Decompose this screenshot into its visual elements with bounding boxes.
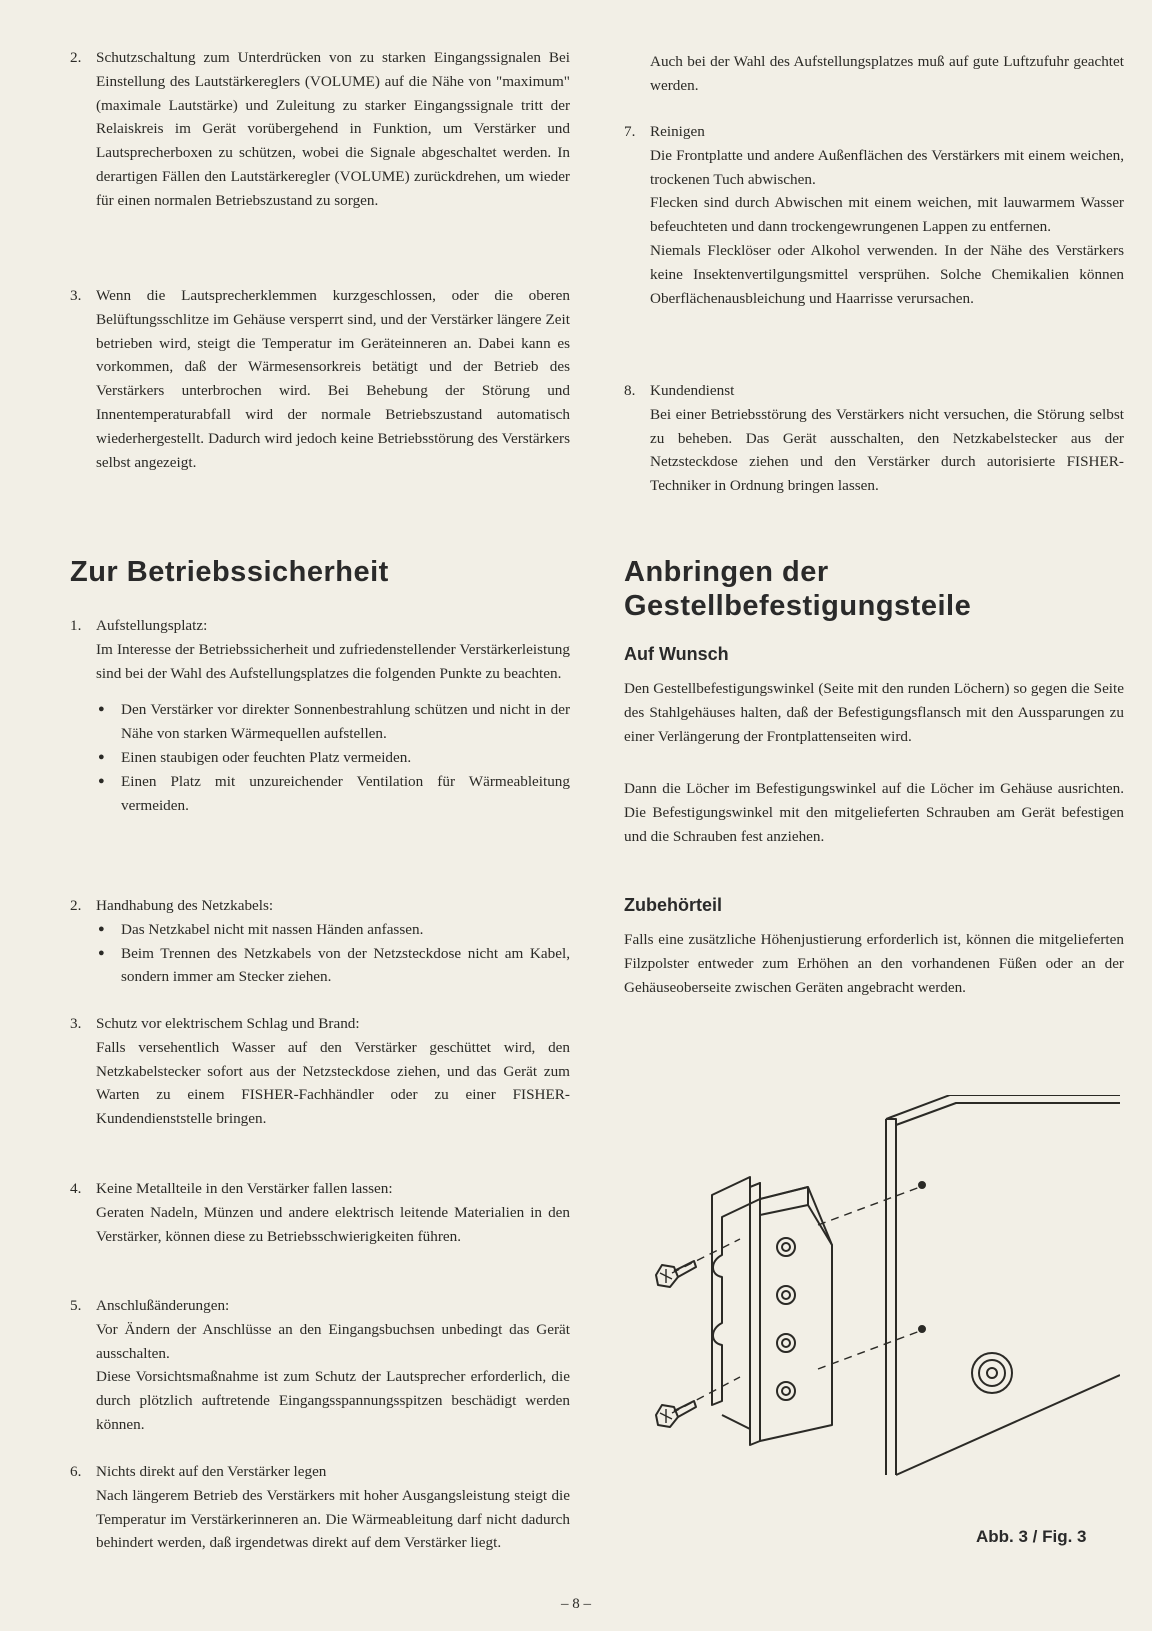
chassis-inner-edge — [896, 1103, 1120, 1125]
rack-bracket — [712, 1177, 832, 1445]
item-text: Im Interesse der Betriebssicherheit und zufriedenstellender Verstärkerleistung sind bei der Wahl des Aufstellungsplatzes die folgenden Punkte zu beachten. — [96, 640, 570, 682]
section-title-line-2: Gestellbefestigungsteile — [624, 590, 972, 622]
rack-mount-figure — [650, 1095, 1120, 1500]
list-item-3 — [70, 284, 570, 474]
bullet-item: ● Einen staubigen oder feuchten Platz vermeiden. — [96, 746, 570, 770]
bullet-item: ● Den Verstärker vor direkter Sonnenbestrahlung schützen und nicht in der Nähe von starken Wärmequellen aufstellen. — [96, 698, 570, 746]
bullet-item: ● Einen Platz mit unzureichender Ventilation für Wärmeableitung vermeiden. — [96, 770, 570, 818]
item-text: Flecken sind durch Abwischen mit einem weichen, mit lauwarmem Wasser befeuchteten und dann trockengewrungenen Lappen zu entfernen. — [650, 194, 1124, 236]
item-number: 1. — [70, 617, 82, 634]
item-number: 4. — [70, 1180, 82, 1197]
item-title: Anschlußänderungen: — [96, 1297, 230, 1314]
chassis-side-panel — [886, 1119, 896, 1475]
item-title: Keine Metallteile in den Verstärker fallen lassen: — [96, 1180, 393, 1197]
item-text: Vor Ändern der Anschlüsse an den Eingangsbuchsen unbedingt das Gerät ausschalten. — [96, 1320, 570, 1362]
bracket-hole — [777, 1286, 795, 1304]
item-text: Die Frontplatte und andere Außenflächen des Verstärkers mit einem weichen, trockenen Tuch abwischen. — [650, 146, 1124, 188]
item-text: Falls versehentlich Wasser auf den Verstärker geschüttet wird, den Netzkabelstecker sofort aus der Netzsteckdose ziehen, und das Gerät zum Warten zu einem FISHER-Fachhändler oder zu einer FISHER-Kundendienststelle bringen. — [96, 1038, 570, 1128]
item-number: 6. — [70, 1463, 82, 1480]
knob-icon — [972, 1353, 1012, 1393]
item-number: 7. — [624, 123, 636, 140]
item-title: Nichts direkt auf den Verstärker legen — [96, 1463, 327, 1480]
safety-item-2 — [70, 894, 570, 989]
alignment-line — [818, 1187, 920, 1225]
item-title: Aufstellungsplatz: — [96, 617, 208, 634]
safety-item-1 — [70, 614, 570, 817]
chassis-hole — [919, 1182, 925, 1188]
safety-item-5 — [70, 1294, 570, 1437]
list-item-7 — [624, 120, 1124, 310]
chassis-bottom-edge — [896, 1375, 1120, 1475]
subsection-title: Auf Wunsch — [624, 644, 729, 664]
section-title-line-1: Anbringen der — [624, 556, 829, 588]
item-text-2: Diese Vorsichtsmaßnahme ist zum Schutz der Lautsprecher erforderlich, die durch plötzlich auftretende Eingangsspannungsspitzen beschädigt werden können. — [96, 1368, 570, 1433]
item-number: 3. — [70, 1015, 82, 1032]
item-number: 2. — [70, 49, 82, 66]
item-number: 2. — [70, 897, 82, 914]
item-number: 8. — [624, 382, 636, 399]
item-number: 3. — [70, 287, 82, 304]
item-text: Auch bei der Wahl des Aufstellungsplatzes muß auf gute Luftzufuhr geachtet werden. — [650, 53, 1124, 94]
figure-caption: Abb. 3 / Fig. 3 — [976, 1527, 1087, 1546]
bullet-list — [96, 698, 570, 817]
list-item-2 — [70, 46, 570, 213]
list-item-8 — [624, 379, 1124, 498]
item-text: Nach längerem Betrieb des Verstärkers mit hoher Ausgangsleistung steigt die Temperatur im Verstärkerinneren an. Die Wärmeableitung darf nicht dadurch behindert werden, daß irgendetwas direkt auf dem Verstärker liegt. — [96, 1486, 570, 1552]
item-text: Bei einer Betriebsstörung des Verstärkers nicht versuchen, die Störung selbst zu beheben. Das Gerät ausschalten, den Netzkabelstecker aus der Netzsteckdose ziehen und den Verstärker durch autorisierte FISHER-Techniker in Ordnung bringen lassen. — [650, 405, 1124, 495]
paragraph: Falls eine zusätzliche Höhenjustierung erforderlich ist, können die mitgelieferten Filzpolster entweder zum Erhöhen an den vorhandenen Füßen oder an der Gehäuseoberseite zwischen Geräten angebracht werden. — [624, 931, 1124, 996]
safety-item-6 — [70, 1460, 570, 1555]
item-text: Schutzschaltung zum Unterdrücken von zu starken Eingangssignalen Bei Einstellung des Lautstärkereglers (VOLUME) auf die Nähe von "maximum" (maximale Lautstärke) und Zuleitung zu starker Eingangssignale tritt der Relaiskreis im Gerät vorübergehend in Funktion, um Verstärker und Lautsprecherboxen zu schützen, wobei die Signale abgeschaltet werden. In derartigen Fällen den Lautstärkeregler (VOLUME) zurückdrehen, um wieder für einen normalen Betriebszustand zu sorgen. — [96, 49, 570, 209]
screw-icon — [656, 1401, 696, 1427]
bullet-item: ● Das Netzkabel nicht mit nassen Händen anfassen. — [96, 918, 570, 942]
item-title: Reinigen — [650, 123, 705, 140]
item-text: Niemals Flecklöser oder Alkohol verwenden. In der Nähe des Verstärkers keine Insektenvertilgungsmittel versprühen. Solche Chemikalien können Oberflächenausbleichung und Haarrisse verursachen. — [650, 241, 1124, 307]
item-title: Schutz vor elektrischem Schlag und Brand: — [96, 1015, 360, 1032]
bracket-hole — [777, 1238, 795, 1256]
paragraph: Dann die Löcher im Befestigungswinkel auf die Löcher im Gehäuse ausrichten. Die Befestigungswinkel mit den mitgelieferten Schrauben am Gerät befestigen und die Schrauben fest anziehen. — [624, 780, 1124, 845]
item-text: Geraten Nadeln, Münzen und andere elektrisch leitende Materialien in den Verstärker, können diese zu Betriebsschwierigkeiten führen. — [96, 1203, 570, 1245]
bullet-item: ● Beim Trennen des Netzkabels von der Netzsteckdose nicht am Kabel, sondern immer am Stecker ziehen. — [96, 942, 570, 990]
safety-item-3 — [70, 1012, 570, 1131]
screw-icon — [656, 1261, 696, 1287]
item-title: Handhabung des Netzkabels: — [96, 897, 274, 914]
bullet-list — [96, 918, 570, 989]
item-6-continued — [624, 50, 1124, 98]
bracket-hole — [777, 1334, 795, 1352]
safety-item-4 — [70, 1177, 570, 1248]
subsection-title: Zubehörteil — [624, 895, 722, 915]
page-number: – 8 – — [561, 1596, 591, 1612]
section-title: Zur Betriebssicherheit — [70, 556, 389, 588]
chassis-hole — [919, 1326, 925, 1332]
alignment-line — [818, 1331, 920, 1369]
paragraph: Den Gestellbefestigungswinkel (Seite mit den runden Löchern) so gegen die Seite des Stahlgehäuses halten, daß der Befestigungsflansch mit den Aussparungen zu einer Verlängerung der Frontplattenseiten wird. — [624, 680, 1124, 745]
item-number: 5. — [70, 1297, 82, 1314]
item-title: Kundendienst — [650, 382, 735, 399]
bracket-hole — [777, 1382, 795, 1400]
item-text: Wenn die Lautsprecherklemmen kurzgeschlossen, oder die oberen Belüftungsschlitze im Gehäuse versperrt sind, und der Verstärker längere Zeit betrieben wird, steigt die Temperatur im Geräteinneren an. Dabei kann es vorkommen, daß der Wärmesensorkreis betätigt und der Betrieb des Verstärkers unterbrochen wird. Bei Behebung der Störung und Innentemperaturabfall wird der normale Betriebszustand automatisch wiederhergestellt. Dadurch wird jedoch keine Betriebsstörung des Verstärkers selbst angezeigt. — [96, 287, 570, 471]
